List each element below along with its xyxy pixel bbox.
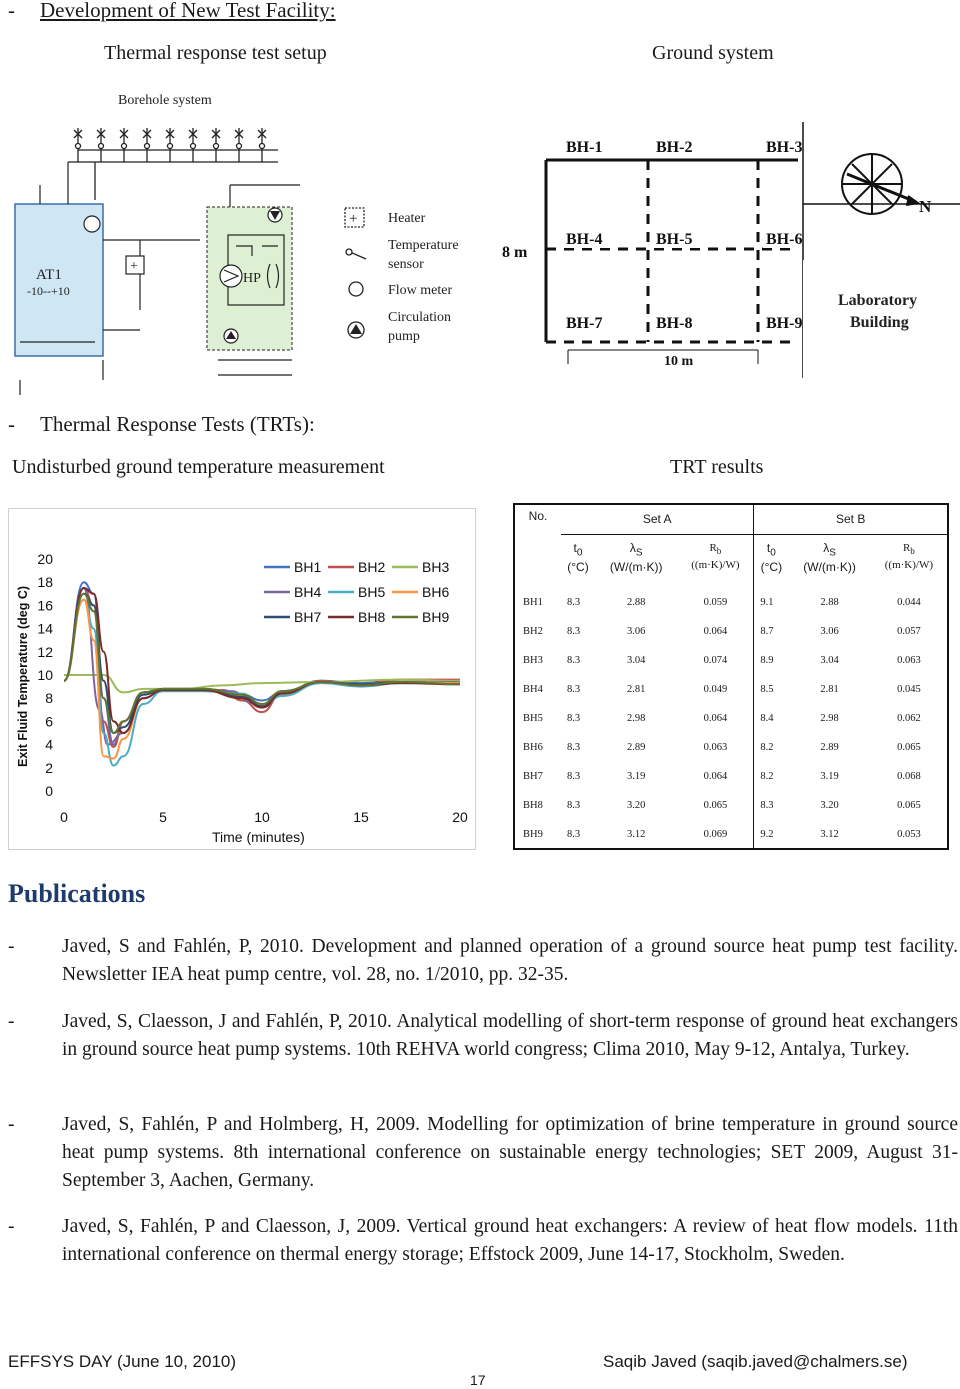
- table-cell: 3.06: [820, 626, 839, 637]
- legend-pump-2: pump: [388, 329, 420, 344]
- publication-text: Javed, S, Fahlén, P and Claesson, J, 2009. Vertical ground heat exchangers: A review of heat flow models. 11th international conference on thermal energy storage; Effstock 2009, June 14-17, Stockholm, Sweden.: [62, 1216, 958, 1265]
- y-tick-label: 8: [45, 690, 53, 707]
- table-cell: 0.062: [897, 713, 921, 724]
- legend-label: BH2: [358, 559, 386, 575]
- publications-title: Publications: [8, 879, 146, 908]
- legend-label: BH7: [294, 609, 322, 625]
- y-tick-label: 14: [37, 620, 53, 637]
- borehole-array: [68, 128, 278, 200]
- legend-label: BH3: [422, 559, 450, 575]
- schematic-legend: [345, 208, 459, 344]
- table-cell: 0.065: [897, 800, 921, 811]
- y-tick-label: 10: [37, 667, 53, 683]
- table-cell: 0.065: [703, 800, 728, 811]
- table-cell: 3.20: [627, 800, 646, 811]
- table-cell: 0.057: [897, 626, 921, 637]
- table-cell: 3.20: [820, 800, 839, 811]
- table-cell: 8.4: [754, 704, 789, 733]
- section1-heading: - Development of New Test Facility:: [8, 0, 336, 22]
- y-tick-label: 16: [37, 597, 53, 614]
- publication-item: - Javed, S, Fahlén, P and Holmberg, H, 2009. Modelling for optimization of brine temperature in ground source heat pump systems. 8th international conference on sustainable energy technologies; SET 2009, August 31- September 3, Aachen, Germany.: [8, 1111, 958, 1195]
- col-no: No.: [528, 509, 548, 523]
- table-cell: 0.074: [703, 655, 728, 666]
- chart-y-axis-label: Exit Fluid Temperature (deg C): [16, 585, 30, 767]
- trt-results-title: TRT results: [670, 456, 764, 478]
- header-lambda-a: $\lambda_S$ (W/(m·K)): [609, 540, 663, 574]
- header-t0-a: $t_0$ (°C): [567, 540, 589, 574]
- north-label: N: [919, 197, 932, 216]
- table-cell: 0.053: [897, 828, 921, 840]
- table-cell: 8.7: [754, 617, 789, 646]
- table-cell: 3.12: [627, 828, 646, 840]
- legend-flow-meter: Flow meter: [388, 283, 453, 298]
- section1-heading-text: Development of New Test Facility:: [40, 0, 336, 22]
- borehole-label: BH-6: [766, 231, 803, 248]
- row-borehole-name: BH6: [523, 742, 543, 753]
- table-cell: 8.3: [754, 791, 789, 820]
- publication-item: - Javed, S, Fahlén, P and Claesson, J, 2009. Vertical ground heat exchangers: A review of heat flow models. 11th international conference on thermal energy storage; Effstock 2009, June 14-17, Stockholm, Sweden.: [8, 1213, 958, 1269]
- borehole-label: BH-9: [766, 315, 803, 332]
- table-cell: 2.81: [627, 684, 646, 695]
- svg-text:+: +: [349, 211, 358, 227]
- series-line-bh1: [64, 582, 460, 744]
- y-tick-label: 2: [45, 759, 53, 776]
- borehole-label: BH-1: [566, 139, 603, 156]
- table-cell: 0.044: [897, 597, 921, 608]
- footer-event: EFFSYS DAY (June 10, 2010): [8, 1352, 237, 1371]
- table-cell: 8.3: [567, 771, 581, 782]
- legend-temp-sensor-1: Temperature: [388, 238, 459, 253]
- ground-system-title: Ground system: [652, 42, 774, 64]
- legend-label: BH8: [358, 609, 386, 625]
- publication-item: - Javed, S, Claesson, J and Fahlén, P, 2010. Analytical modelling of short-term response of ground heat exchangers in ground source heat pump systems. 10th REHVA world congress; Clima 2010, May 9-12, Antalya, Turkey.: [8, 1008, 958, 1064]
- table-cell: 8.2: [754, 762, 789, 791]
- legend-temp-sensor-2: sensor: [388, 257, 424, 272]
- borehole-label: BH-2: [656, 139, 693, 156]
- legend-label: BH4: [294, 584, 322, 600]
- table-cell: 8.2: [754, 733, 789, 762]
- footer-author: Saqib Javed (saqib.javed@chalmers.se): [603, 1352, 908, 1371]
- publication-text: Javed, S, Fahlén, P and Holmberg, H, 2009. Modelling for optimization of brine temperature in ground source heat pump systems. 8th international conference on sustainable energy technologies; SET 2009, August 31- September 3, Aachen, Germany.: [62, 1114, 958, 1191]
- table-cell: 2.98: [820, 713, 839, 724]
- x-tick-label: 15: [353, 809, 369, 825]
- table-cell: 8.3: [567, 800, 581, 811]
- row-borehole-name: BH3: [523, 655, 543, 666]
- table-cell: 8.9: [754, 646, 789, 675]
- table-cell: 0.049: [703, 684, 728, 695]
- trt-setup-schematic: [0, 80, 500, 395]
- table-cell: 0.063: [703, 742, 728, 753]
- table-cell: 8.3: [567, 684, 581, 695]
- at1-label: AT1: [36, 267, 62, 283]
- table-cell: 0.065: [897, 742, 921, 753]
- table-cell: 0.068: [897, 771, 921, 782]
- temperature-sensor-icon: [346, 249, 366, 259]
- borehole-label: BH-5: [656, 231, 693, 248]
- dimension-8m: 8 m: [502, 244, 528, 261]
- borehole-grid: [546, 160, 798, 364]
- table-cell: 8.3: [567, 597, 581, 608]
- table-row: [514, 733, 948, 762]
- table-cell: 2.81: [820, 684, 839, 695]
- table-row: [514, 820, 948, 849]
- series-line-bh2: [64, 588, 460, 747]
- borehole-labels: [563, 137, 815, 332]
- heater-icon: [345, 208, 364, 227]
- table-cell: 0.063: [897, 655, 921, 666]
- svg-text:+: +: [130, 259, 138, 274]
- section2-heading-text: Thermal Response Tests (TRTs):: [40, 412, 315, 436]
- table-row: [514, 791, 948, 820]
- table-cell: 3.19: [820, 771, 839, 782]
- x-tick-label: 5: [159, 809, 167, 825]
- table-cell: 3.04: [627, 655, 646, 666]
- borehole-label: BH-3: [766, 139, 803, 156]
- at1-range: -10--+10: [27, 284, 70, 298]
- table-cell: 3.04: [820, 655, 839, 666]
- table-cell: 0.045: [897, 684, 921, 695]
- building-label-2: Building: [850, 314, 909, 331]
- row-borehole-name: BH9: [523, 828, 543, 840]
- legend-pump-1: Circulation: [388, 310, 451, 325]
- header-lambda-b: $\lambda_S$ (W/(m·K)): [803, 540, 856, 574]
- table-cell: 2.88: [820, 597, 839, 608]
- legend-heater: Heater: [388, 211, 426, 226]
- x-tick-label: 0: [60, 809, 68, 825]
- borehole-system-label: Borehole system: [118, 93, 212, 108]
- row-borehole-name: BH2: [523, 626, 543, 637]
- table-cell: 8.5: [754, 675, 789, 704]
- table-cell: 3.06: [627, 626, 646, 637]
- undisturbed-temp-title: Undisturbed ground temperature measurement: [12, 456, 385, 478]
- table-cell: 9.2: [754, 820, 789, 849]
- publication-item: - Javed, S and Fahlén, P, 2010. Development and planned operation of a ground source heat pump test facility. Newsletter IEA heat pump centre, vol. 28, no. 1/2010, pp. 32-35.: [8, 933, 958, 989]
- flow-meter-icon: [349, 282, 363, 296]
- hp-label: HP: [243, 271, 261, 286]
- legend-label: BH9: [422, 609, 450, 625]
- y-tick-label: 6: [45, 713, 53, 730]
- set-a-header: Set A: [561, 504, 754, 534]
- set-b-header: Set B: [754, 504, 948, 534]
- row-borehole-name: BH5: [523, 713, 543, 724]
- y-tick-label: 12: [37, 643, 53, 660]
- table-cell: 8.3: [567, 626, 581, 637]
- building-label-1: Laboratory: [838, 292, 918, 309]
- table-cell: 0.064: [703, 771, 728, 782]
- x-tick-label: 10: [254, 809, 270, 825]
- legend-label: BH5: [358, 584, 386, 600]
- table-cell: 0.069: [703, 828, 728, 840]
- table-cell: 3.19: [627, 771, 646, 782]
- y-tick-label: 20: [37, 551, 53, 567]
- table-row: [514, 704, 948, 733]
- table-cell: 8.3: [567, 742, 581, 753]
- table-row: [514, 675, 948, 704]
- table-cell: 2.98: [627, 713, 646, 724]
- row-borehole-name: BH8: [523, 800, 543, 811]
- borehole-label: BH-7: [566, 315, 603, 332]
- y-tick-label: 18: [37, 574, 53, 591]
- table-cell: 8.3: [567, 713, 581, 724]
- publication-text: Javed, S, Claesson, J and Fahlén, P, 2010. Analytical modelling of short-term response of ground heat exchangers in ground source heat pump systems. 10th REHVA world congress; Clima 2010, May 9-12, Antalya, Turkey.: [62, 1011, 958, 1060]
- header-rb-a: $R_b$ ((m·K)/W): [691, 541, 740, 571]
- trt-results-table: [513, 503, 949, 850]
- borehole-label: BH-4: [566, 231, 603, 248]
- borehole-label: BH-8: [656, 315, 693, 332]
- table-row: [514, 617, 948, 646]
- table-cell: 2.88: [627, 597, 646, 608]
- table-row: [514, 646, 948, 675]
- table-cell: 2.89: [627, 742, 646, 753]
- table-row: [514, 588, 948, 617]
- section2-heading: - Thermal Response Tests (TRTs):: [8, 412, 315, 436]
- legend-label: BH1: [294, 559, 322, 575]
- table-cell: 0.064: [703, 713, 728, 724]
- ground-system-map: [498, 122, 960, 378]
- y-tick-label: 0: [45, 783, 53, 799]
- row-borehole-name: BH1: [523, 597, 543, 608]
- exit-fluid-temperature-chart: [8, 508, 476, 850]
- circulation-pump-icon: [348, 322, 364, 338]
- table-cell: 0.059: [703, 597, 728, 608]
- row-borehole-name: BH7: [523, 771, 543, 782]
- table-cell: 0.064: [703, 626, 728, 637]
- page-number: 17: [470, 1372, 486, 1388]
- trt-setup-title: Thermal response test setup: [104, 42, 327, 64]
- row-borehole-name: BH4: [523, 684, 543, 695]
- table-cell: 3.12: [820, 828, 839, 840]
- table-cell: 8.3: [567, 655, 581, 666]
- header-t0-b: $t_0$ (°C): [754, 534, 789, 588]
- y-tick-label: 4: [45, 736, 53, 753]
- dimension-10m: 10 m: [664, 354, 694, 369]
- legend-label: BH6: [422, 584, 450, 600]
- table-row: [514, 762, 948, 791]
- table-cell: 8.3: [567, 828, 581, 840]
- x-tick-label: 20: [452, 809, 468, 825]
- north-compass-icon: [842, 154, 918, 214]
- chart-x-axis-label: Time (minutes): [212, 829, 305, 845]
- table-cell: 2.89: [820, 742, 839, 753]
- header-rb-b: $R_b$ ((m·K)/W): [884, 541, 934, 571]
- publication-text: Javed, S and Fahlén, P, 2010. Development and planned operation of a ground source heat pump test facility. Newsletter IEA heat pump centre, vol. 28, no. 1/2010, pp. 32-35.: [62, 936, 958, 985]
- table-cell: 9.1: [754, 588, 789, 617]
